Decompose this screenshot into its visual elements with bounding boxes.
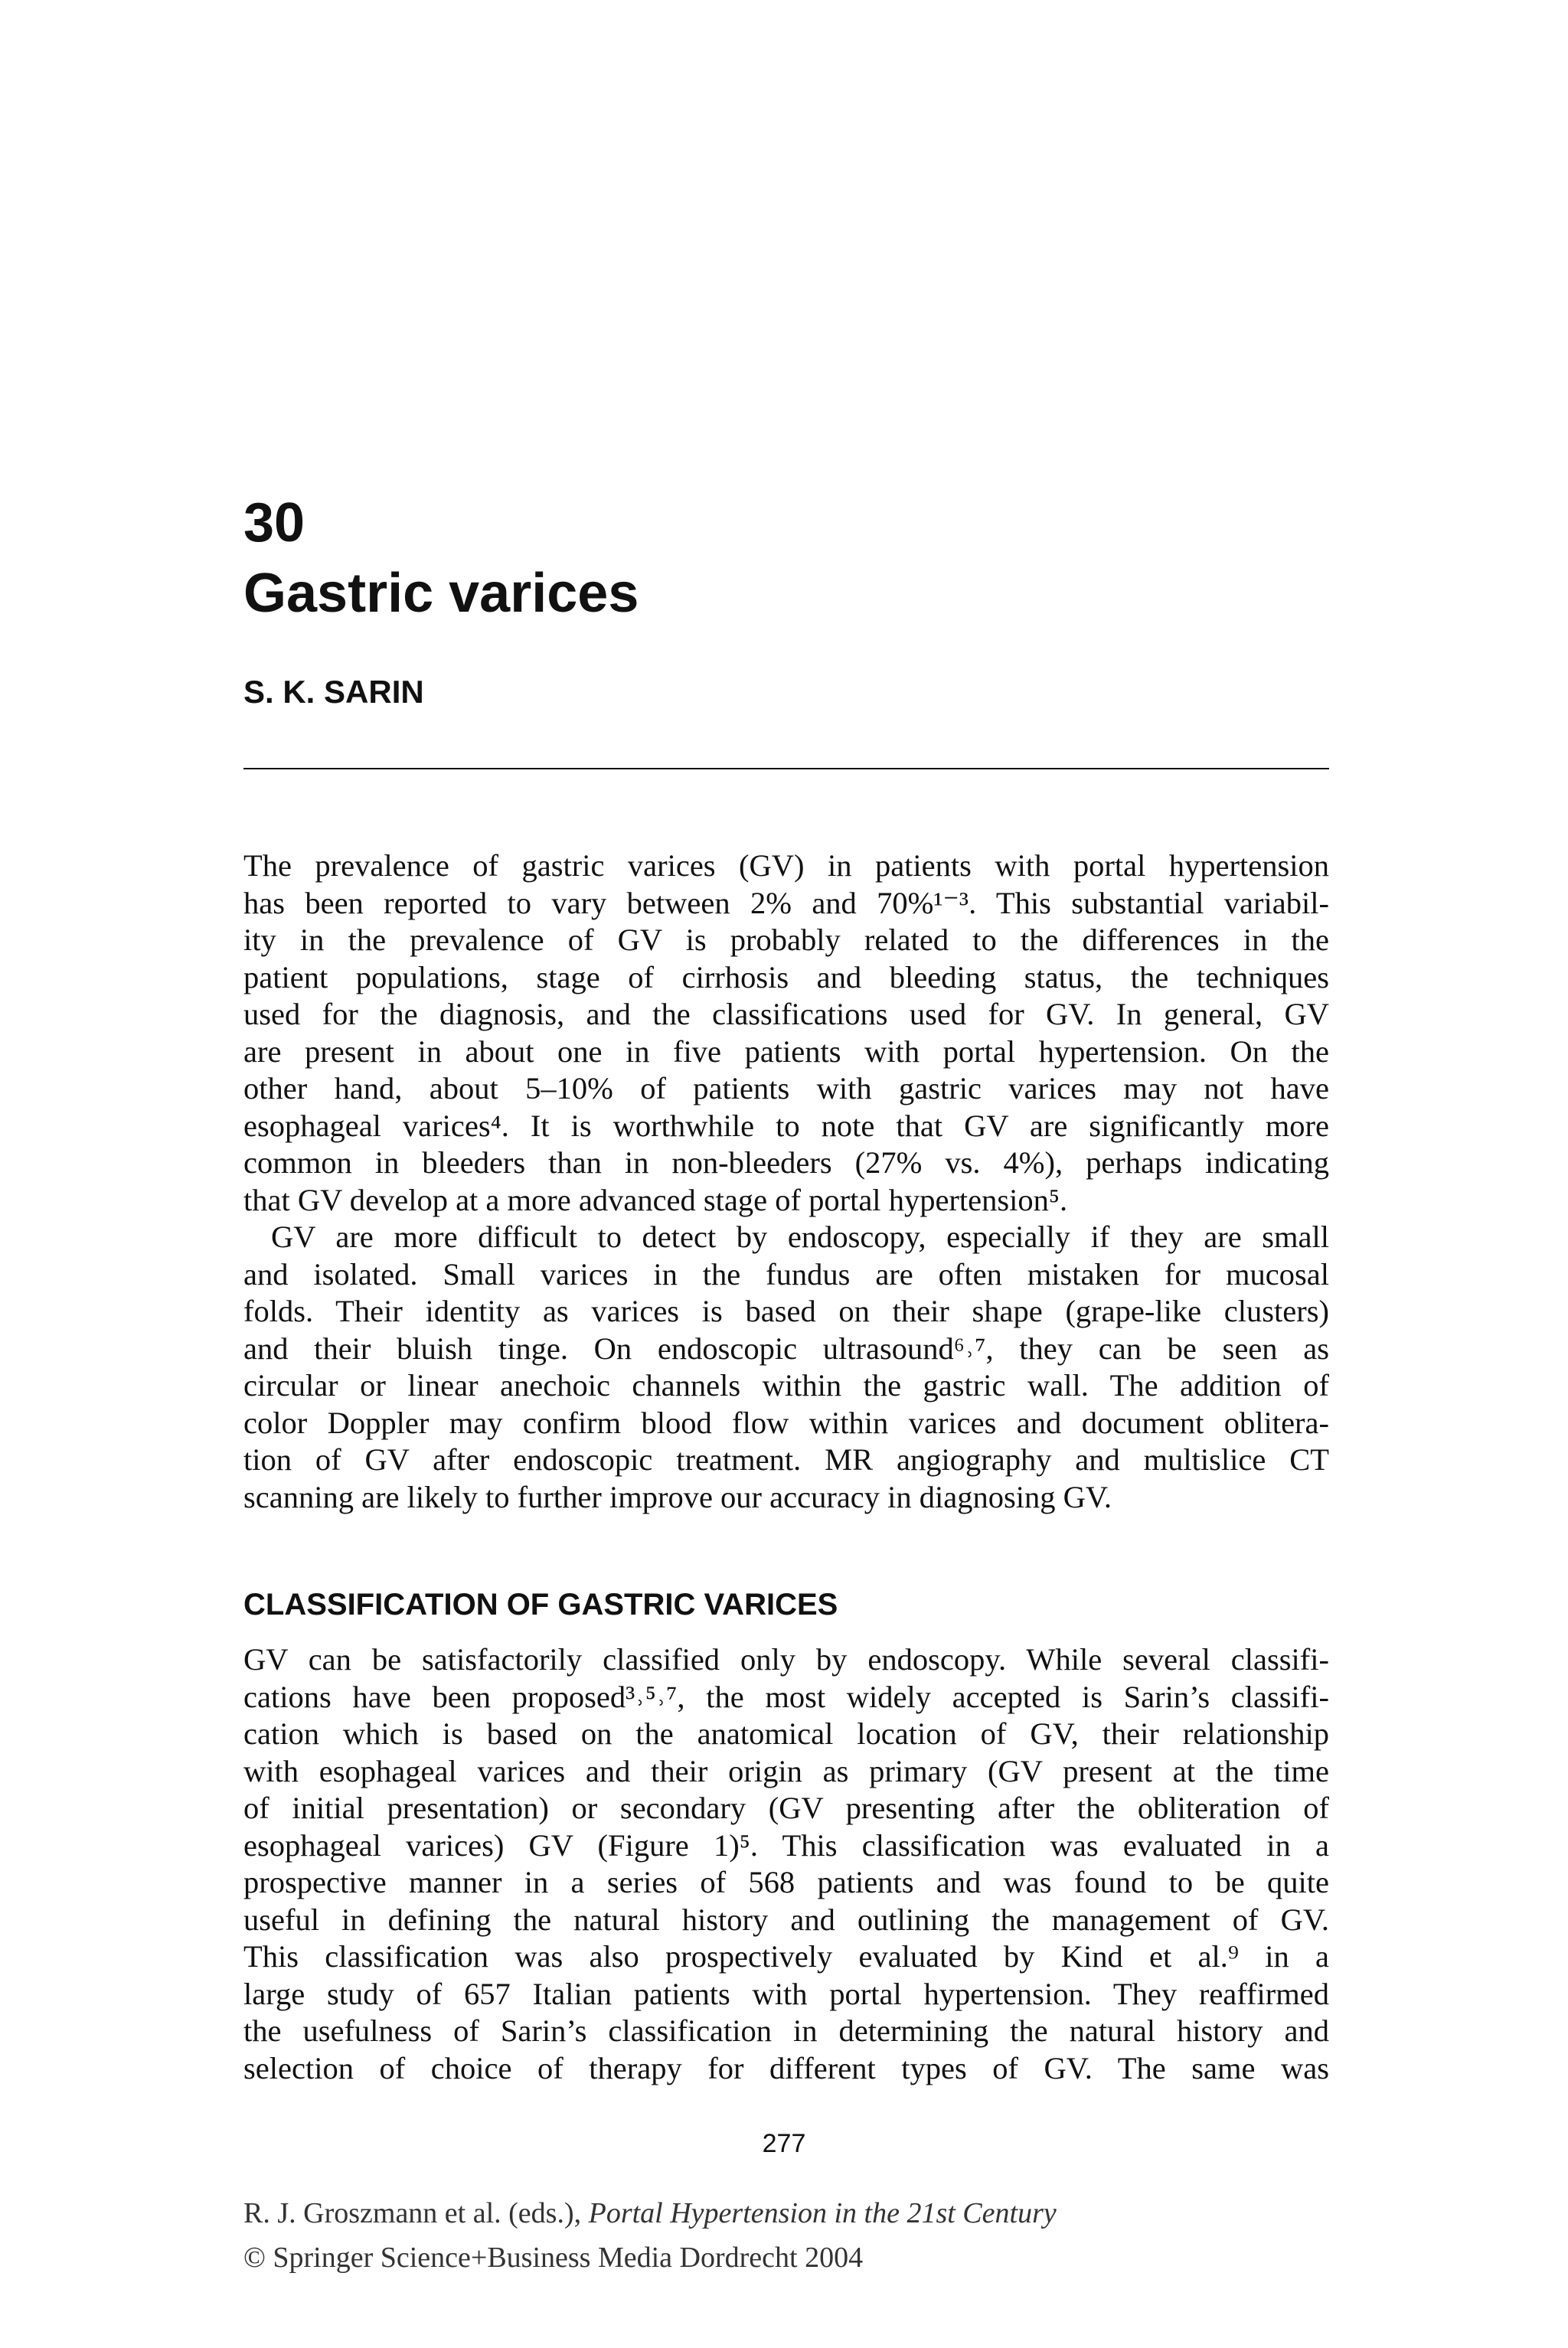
text-line: The prevalence of gastric varices (GV) in patients with portal hypertension [243, 848, 1329, 883]
chapter-number: 30 [243, 492, 305, 554]
book-credit [243, 2196, 1057, 2231]
text-line: ity in the prevalence of GV is probably related to the differences in the [243, 923, 1329, 957]
text-line: other hand, about 5–10% of patients with gastric varices may not have [243, 1071, 1329, 1105]
text-line: the usefulness of Sarin’s classification in determining the natural history and [243, 2013, 1329, 2048]
text-line: folds. Their identity as varices is based on their shape (grape-like clusters) [243, 1294, 1329, 1328]
text-line: that GV develop at a more advanced stage of portal hypertension⁵. [243, 1182, 1068, 1217]
book-title: Portal Hypertension in the 21st Century [588, 2197, 1057, 2229]
text-line: esophageal varices) GV (Figure 1)⁵. This classification was evaluated in a [243, 1827, 1329, 1863]
page-number: 277 [762, 2129, 806, 2158]
text-line: and their bluish tinge. On endoscopic ultrasound⁶˒⁷, they can be seen as [243, 1331, 1329, 1366]
body-paragraph-2 [243, 1219, 1329, 1516]
copyright-notice: © Springer Science+Business Media Dordrecht 2004 [243, 2242, 864, 2274]
credit-editors: R. J. Groszmann et al. (eds.), [243, 2197, 589, 2229]
text-line: cations have been proposed³˒⁵˒⁷, the most widely accepted is Sarin’s classifi- [243, 1679, 1329, 1714]
text-line: used for the diagnosis, and the classifications used for GV. In general, GV [243, 997, 1329, 1031]
text-line: patient populations, stage of cirrhosis and bleeding status, the techniques [243, 959, 1329, 994]
section-paragraph [243, 1641, 1329, 2087]
chapter-author: S. K. SARIN [243, 674, 424, 710]
text-line: color Doppler may confirm blood flow within varices and document oblitera- [243, 1405, 1329, 1440]
title-divider [243, 768, 1329, 769]
text-line: with esophageal varices and their origin as primary (GV present at the time [243, 1753, 1329, 1788]
text-line: common in bleeders than in non-bleeders (27% vs. 4%), perhaps indicating [243, 1145, 1329, 1180]
chapter-title: Gastric varices [243, 563, 639, 624]
text-line: tion of GV after endoscopic treatment. MR angiography and multislice CT [243, 1442, 1329, 1477]
section-heading: CLASSIFICATION OF GASTRIC VARICES [243, 1588, 838, 1621]
text-line: selection of choice of therapy for different types of GV. The same was [243, 2050, 1329, 2085]
text-line: large study of 657 Italian patients with portal hypertension. They reaffirmed [243, 1976, 1329, 2011]
text-line: of initial presentation) or secondary (GV presenting after the obliteration of [243, 1791, 1329, 1825]
text-line: useful in defining the natural history and outlining the management of GV. [243, 1902, 1329, 1937]
text-line: and isolated. Small varices in the fundus are often mistaken for mucosal [243, 1256, 1329, 1292]
text-line: GV can be satisfactorily classified only by endoscopy. While several classifi- [243, 1642, 1329, 1677]
text-line: has been reported to vary between 2% and 70%¹⁻³. This substantial variabil- [243, 885, 1329, 920]
text-line: prospective manner in a series of 568 patients and was found to be quite [243, 1865, 1329, 1899]
text-line: This classification was also prospectively evaluated by Kind et al.⁹ in a [243, 1939, 1329, 1974]
text-line: cation which is based on the anatomical location of GV, their relationship [243, 1716, 1329, 1751]
text-line-content: GV are more difficult to detect by endoscopy, especially if they are small [271, 1220, 1329, 1254]
text-line: scanning are likely to further improve our accuracy in diagnosing GV. [243, 1479, 1112, 1514]
text-line: are present in about one in five patients with portal hypertension. On the [243, 1034, 1329, 1069]
text-line: circular or linear anechoic channels within the gastric wall. The addition of [243, 1368, 1329, 1403]
body-paragraph-1 [243, 847, 1329, 1219]
text-line: esophageal varices⁴. It is worthwhile to note that GV are significantly more [243, 1108, 1329, 1143]
text-line [243, 1219, 1329, 1256]
